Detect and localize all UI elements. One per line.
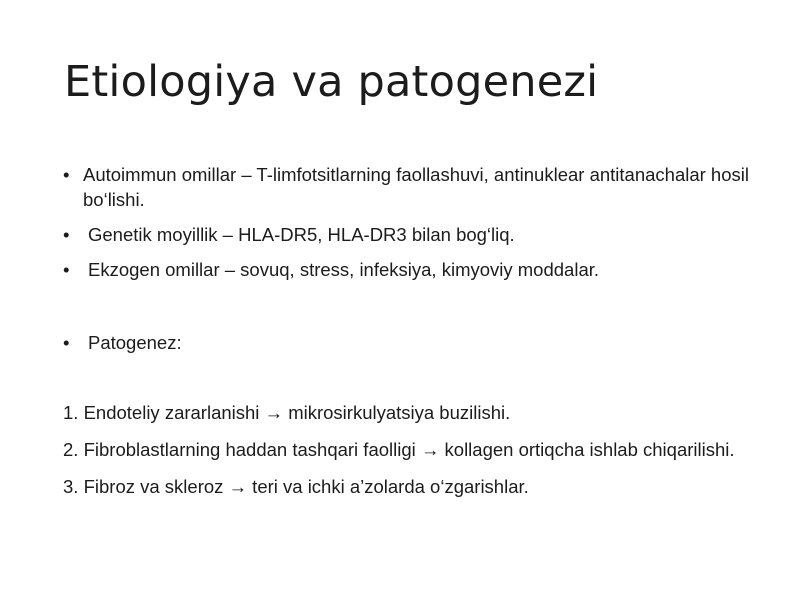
numbered-item bbox=[63, 437, 753, 462]
item-number: 2. bbox=[63, 439, 79, 460]
bullet-item bbox=[63, 257, 753, 282]
item-text: Endoteliy zararlanishi → mikrosirkulyatsiya buzilishi. bbox=[83, 402, 511, 423]
bullet-item bbox=[63, 162, 753, 212]
slide-body bbox=[63, 162, 753, 511]
slide-title: Etiologiya va patogenezi bbox=[64, 57, 599, 107]
bullet-text: Ekzogen omillar – sovuq, stress, infeksiya, kimyoviy moddalar. bbox=[88, 259, 600, 280]
bullet-marker: • bbox=[63, 332, 70, 353]
bullet-text: Patogenez: bbox=[88, 332, 182, 353]
bullet-marker: • bbox=[63, 224, 70, 245]
bullet-marker: • bbox=[63, 259, 70, 280]
item-text: Fibroblastlarning haddan tashqari faolligi → kollagen ortiqcha ishlab chiqarilishi. bbox=[83, 439, 735, 460]
numbered-list bbox=[63, 400, 753, 499]
bullet-item bbox=[63, 222, 753, 247]
bullet-text: Genetik moyillik – HLA-DR5, HLA-DR3 bilan bog‘liq. bbox=[88, 224, 515, 245]
numbered-item bbox=[63, 400, 753, 425]
numbered-item bbox=[63, 474, 753, 499]
item-number: 1. bbox=[63, 402, 79, 423]
item-number: 3. bbox=[63, 476, 79, 497]
bullet-text: Autoimmun omillar – T-limfotsitlarning faollashuvi, antinuklear antitanachalar hosil bo‘lishi. bbox=[83, 164, 749, 210]
bullet-marker: • bbox=[63, 164, 70, 185]
item-text: Fibroz va skleroz → teri va ichki a’zolarda o‘zgarishlar. bbox=[83, 476, 529, 497]
bullet-item bbox=[63, 330, 753, 355]
